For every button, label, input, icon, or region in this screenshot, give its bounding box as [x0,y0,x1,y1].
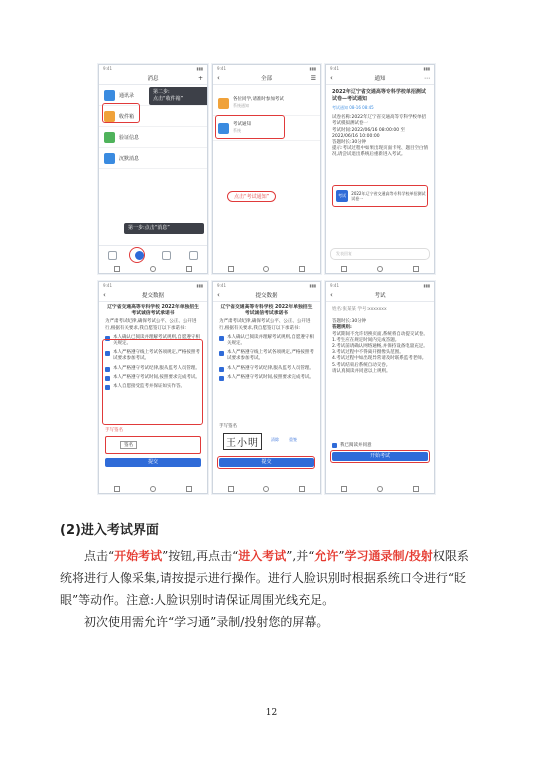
signature-image: 王小明 [223,433,262,450]
list-item-label: 沉默消息 [119,155,140,162]
status-bar: 9:41 ▮▮▮ [217,66,316,71]
contacts-icon [104,90,115,101]
note-tab-icon[interactable] [162,251,171,260]
system-nav-bar [326,264,434,273]
phone-screenshot-inbox [212,64,321,274]
pledge-item[interactable]: 本人严格遵守考试纪律,服从监考人员管理。 [219,366,314,372]
nav-bar [326,72,434,85]
highlight-exam-notice [215,115,285,139]
pledge-item[interactable]: 本人严格遵守线上考试各项规定,严格按照考试要求参加考试。 [219,350,314,362]
nav-bar [213,72,320,85]
checkbox-icon[interactable] [332,443,337,448]
back-icon[interactable]: ‹ [217,74,220,82]
list-item-muted[interactable] [99,148,207,169]
list-item-message[interactable] [213,91,320,116]
nav-bar [213,289,320,302]
exam-duration: 答题时长:30分钟 [332,319,367,325]
profile-tab-icon[interactable] [189,251,198,260]
page-number: 12 [265,708,278,718]
list-item-label: 收件箱 [119,113,135,120]
rules-title: 答题规则: [332,325,352,331]
notice-body: 试卷名称:2022年辽宁省交通高等专科学校单招考试模拟测试卷一 考试时间:2022/06/16 08:00:00 至 2022/06/16 10:00:00 答题时长:30分钟 提示:考试过程中如果出现页面卡死、题目空白情况,请尝试退出系统后重新进入考试。 [332,115,429,158]
pledge-item[interactable]: 本人严格遵守考试时间,按照要求完成考试。 [105,375,201,381]
instruction-paragraph-2: 初次使用需允许“学习通”录制/投射您的屏幕。 [84,615,329,629]
checkbox-icon[interactable] [219,336,224,341]
system-nav-bar [213,484,320,493]
message-sub: 系统 [233,128,241,133]
message-title: 各位同学,请准时参加考试 [233,97,284,102]
section-title: (2)进入考试界面 [60,523,159,538]
step2-callout: 第二步: 点击“收件箱” [149,87,208,105]
sign-label: 手写签名 [105,428,123,433]
system-nav-bar [326,484,434,493]
checkbox-icon[interactable] [219,351,224,356]
clear-button[interactable]: 清除 [271,437,279,442]
pledge-heading: 辽宁省交通高等专科学校 2022年单独招生考试诚信考试承诺书 [107,305,199,317]
allow-text: 允许 [314,549,339,563]
highlight-inbox [102,103,140,123]
pledge-item[interactable]: 本人严格遵守线上考试各项规定,严格按照考试要求参加考试。 [105,350,201,362]
step1-callout: 第一步:点击“消息” [124,223,204,234]
list-item-label: 验证信息 [119,134,140,141]
back-icon[interactable]: ‹ [103,291,106,299]
start-exam-button[interactable]: 开始考试 [332,452,428,461]
home-tab-icon[interactable] [108,251,117,260]
pledge-item[interactable]: 本人严格遵守考试时间,按照要求完成考试。 [219,375,314,381]
redo-button[interactable]: 重签 [289,437,297,442]
system-nav-bar [99,484,207,493]
pledge-intro: 为严肃考试纪律,确保考试公平、公正、公开进行,根据有关要求,我自愿签订以下承诺书: [219,319,311,331]
exam-card[interactable] [332,185,428,207]
notice-heading: 2022年辽宁省交通高等专科学校单招测试试卷—考试通知 [332,89,426,102]
filter-dropdown[interactable]: 全部 [260,76,272,82]
system-nav-bar [99,264,207,273]
rules-end: 请认真阅读并同意以上规则。 [332,368,391,374]
nav-bar [99,289,207,302]
pledge-item[interactable]: 本人确认已阅读并理解考试规则,自愿遵守相关规定。 [105,335,201,347]
student-info: 姓名:张某某 学号:xxxxxxx [332,307,387,312]
list-item-label: 通讯录 [119,92,135,99]
page-title: 考试 [374,293,386,299]
checkbox-icon[interactable] [219,367,224,372]
rules-text: 考试期间不允许切换页面,系统将自动提交试卷。 1.考生应在规定时间内完成答题。 2.考试前请确认网络通畅,并保持设备电量充足。 3.考试过程中不得离开摄像头范围。 4.考试过程中如出现异常请及时联系监考老师。 5.考试结束后系统自动交卷。 [332,331,428,368]
record-text: 学习通录制/投射 [344,549,433,563]
phone-screenshot-signed [212,281,321,494]
exam-notice-callout: 点击“考试通知” [227,191,276,202]
status-bar: 9:41 ▮▮▮ [330,66,430,71]
exam-tag: 考试 [336,190,348,202]
list-item-verify[interactable] [99,127,207,148]
nav-bar [99,72,207,85]
highlight-checkboxes [102,339,203,425]
back-icon[interactable]: ‹ [217,291,220,299]
agree-label: 我已阅读并同意 [340,443,372,448]
phone-screenshot-notice [325,64,435,274]
exam-card-text: 2022年辽宁省交通高等专科学校单招测试试卷一 [351,190,426,201]
agree-row[interactable] [332,442,372,448]
phone-screenshot-pledge [98,281,208,494]
notice-icon [218,98,229,109]
signature-box[interactable] [219,432,313,450]
enter-exam-text: 进入考试 [238,549,287,563]
status-bar: 9:41 ▮▮▮ [103,66,203,71]
submit-button[interactable]: 提交 [219,458,314,467]
back-icon[interactable]: ‹ [330,74,333,82]
reply-input[interactable]: 发表回复 [330,248,430,260]
pledge-heading: 辽宁省交通高等专科学校 2022年单独招生考试诚信考试承诺书 [220,305,313,317]
status-bar: 9:41 ▮▮▮ [217,283,316,288]
start-exam-text: 开始考试 [114,549,163,563]
highlight-submit [217,456,315,469]
notice-meta: 考试通知 08-16 08:45 [332,105,374,110]
checkbox-icon[interactable] [219,376,224,381]
message-sub: 系统通知 [233,103,249,108]
sign-label: 手写签名 [219,424,237,429]
submit-button[interactable]: 提交 [105,458,201,467]
page-title: 通知 [374,76,386,82]
pledge-list [213,335,320,381]
nav-bar [326,289,434,302]
status-bar: 9:41 ▮▮▮ [330,283,430,288]
message-title: 考试通知 [233,122,251,127]
pledge-item[interactable]: 本人自愿接受监考并保证如实作答。 [105,384,201,390]
phone-screenshot-exam [325,281,435,494]
highlight-start [330,450,430,463]
sign-box[interactable] [105,436,201,454]
verify-icon [104,132,115,143]
more-icon[interactable]: ⋯ [424,74,430,82]
phone-screenshot-messages [98,64,208,274]
system-nav-bar [213,264,320,273]
highlight-message-tab [129,247,145,263]
pledge-item[interactable]: 本人确认已阅读并理解考试规则,自愿遵守相关规定。 [219,335,314,347]
sign-button[interactable]: 签名 [120,441,137,449]
pledge-item[interactable]: 本人严格遵守考试纪律,服从监考人员管理。 [105,366,201,372]
add-icon[interactable]: + [197,74,203,82]
page-title: 提交数据 [255,293,278,299]
muted-icon [104,153,115,164]
instruction-paragraph: 点击“开始考试”按钮,再点击“进入考试”,并“允许”学习通录制/投射权限系统将进行人像采集,请按提示进行操作。进行人脸识别时根据系统口令进行“眨眼”等动作。注意:人脸识别时请保证周围光线充足。 [60,549,469,607]
tab-bar [99,245,207,264]
menu-icon[interactable]: ☰ [310,74,316,82]
back-icon[interactable]: ‹ [330,291,333,299]
page-title: 提交数据 [141,293,164,299]
page-title: 消息 [147,76,159,82]
status-bar: 9:41 ▮▮▮ [103,283,203,288]
pledge-intro: 为严肃考试纪律,确保考试公平、公正、公开进行,根据有关要求,我自愿签订以下承诺书: [105,319,197,331]
